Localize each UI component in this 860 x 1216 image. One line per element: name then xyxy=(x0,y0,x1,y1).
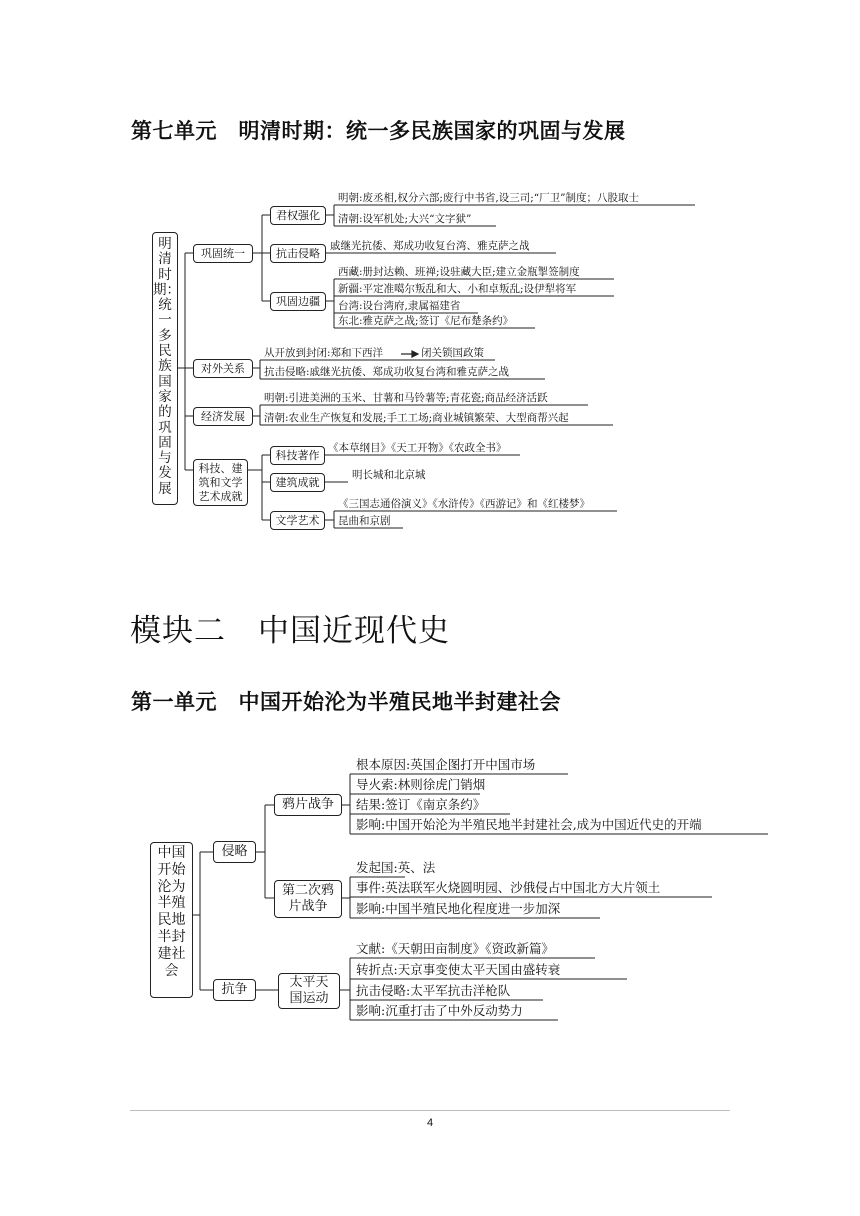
unit7-heading: 第七单元 明清时期：统一多民族国家的巩固与发展 xyxy=(131,119,626,143)
struggle-box: 抗争 xyxy=(213,979,256,1001)
foreign-item: 从开放到封闭:郑和下西洋 xyxy=(264,347,384,359)
page-number: 4 xyxy=(426,1117,434,1129)
economy-box: 经济发展 xyxy=(193,407,253,426)
opium-item: 结果:签订《南京条约》 xyxy=(356,797,486,812)
aggression-box: 侵略 xyxy=(213,841,256,863)
monarchy-item: 明朝:废丞相,权分六部;废行中书省,设三司;“厂卫”制度；八股取士 xyxy=(338,192,640,204)
frontier-box: 巩固边疆 xyxy=(270,292,326,311)
second-war-item: 发起国:英、法 xyxy=(356,860,436,875)
opium-war-box: 鸦片战争 xyxy=(274,794,342,816)
foreign-relations-box: 对外关系 xyxy=(193,359,253,378)
monarchy-box: 君权强化 xyxy=(270,206,326,225)
science-culture-box: 科技、建筑和文学艺术成就 xyxy=(193,459,248,506)
literature-art-box: 文学艺术 xyxy=(270,511,325,530)
arch-item: 明长城和北京城 xyxy=(352,469,426,481)
frontier-item: 东北:雅克萨之战;签订《尼布楚条约》 xyxy=(338,315,514,327)
foreign-item: 闭关锁国政策 xyxy=(421,347,484,359)
taiping-item: 影响:沉重打击了中外反动势力 xyxy=(356,1003,523,1018)
unit1-heading: 第一单元 中国开始沦为半殖民地半封建社会 xyxy=(131,690,561,714)
unit1-root-box: 中国开始沦为半殖民地半封建社会 xyxy=(150,842,193,998)
frontier-item: 新疆:平定准噶尔叛乱和大、小和卓叛乱;设伊犁将军 xyxy=(338,283,577,295)
taiping-box: 太平天国运动 xyxy=(278,973,340,1009)
foreign-item: 抗击侵略:戚继光抗倭、郑成功收复台湾和雅克萨之战 xyxy=(264,366,510,378)
taiping-item: 转折点:天京事变使太平天国由盛转衰 xyxy=(356,962,561,977)
footer-divider xyxy=(130,1110,730,1111)
resist-box: 抗击侵略 xyxy=(270,244,326,263)
economy-item: 明朝:引进美洲的玉米、甘薯和马铃薯等;青花瓷;商品经济活跃 xyxy=(264,392,548,404)
frontier-item: 西藏:册封达赖、班禅;设驻藏大臣;建立金瓶掣签制度 xyxy=(338,266,580,278)
opium-item: 导火索:林则徐虎门销烟 xyxy=(356,777,486,792)
tech-item: 《本草纲目》《天工开物》《农政全书》 xyxy=(328,442,507,454)
opium-item: 根本原因:英国企图打开中国市场 xyxy=(356,757,536,772)
economy-item: 清朝:农业生产恢复和发展;手工工场;商业城镇繁荣、大型商帮兴起 xyxy=(264,412,569,424)
module2-heading: 模块二 中国近现代史 xyxy=(130,613,450,649)
taiping-item: 文献:《天朝田亩制度》《资政新篇》 xyxy=(356,941,554,956)
lit-item: 昆曲和京剧 xyxy=(338,515,391,527)
monarchy-item: 清朝:设军机处;大兴“文字狱” xyxy=(338,213,472,225)
tech-works-box: 科技著作 xyxy=(270,446,325,465)
opium-item: 影响:中国开始沦为半殖民地半封建社会,成为中国近代史的开端 xyxy=(356,817,702,832)
frontier-item: 台湾:设台湾府,隶属福建省 xyxy=(338,300,461,312)
unit7-root-box: 明清时期：统一多民族国家的巩固与发展 xyxy=(152,232,178,505)
consolidate-box: 巩固统一 xyxy=(193,244,253,263)
architecture-box: 建筑成就 xyxy=(270,473,325,492)
second-opium-war-box: 第二次鸦片战争 xyxy=(274,880,342,918)
second-war-item: 事件:英法联军火烧圆明园、沙俄侵占中国北方大片领土 xyxy=(356,880,661,895)
resist-item: 戚继光抗倭、郑成功收复台湾、雅克萨之战 xyxy=(330,240,530,252)
lit-item: 《三国志通俗演义》《水浒传》《西游记》和《红楼梦》 xyxy=(338,498,590,510)
second-war-item: 影响:中国半殖民地化程度进一步加深 xyxy=(356,901,561,916)
taiping-item: 抗击侵略:太平军抗击洋枪队 xyxy=(356,983,511,998)
